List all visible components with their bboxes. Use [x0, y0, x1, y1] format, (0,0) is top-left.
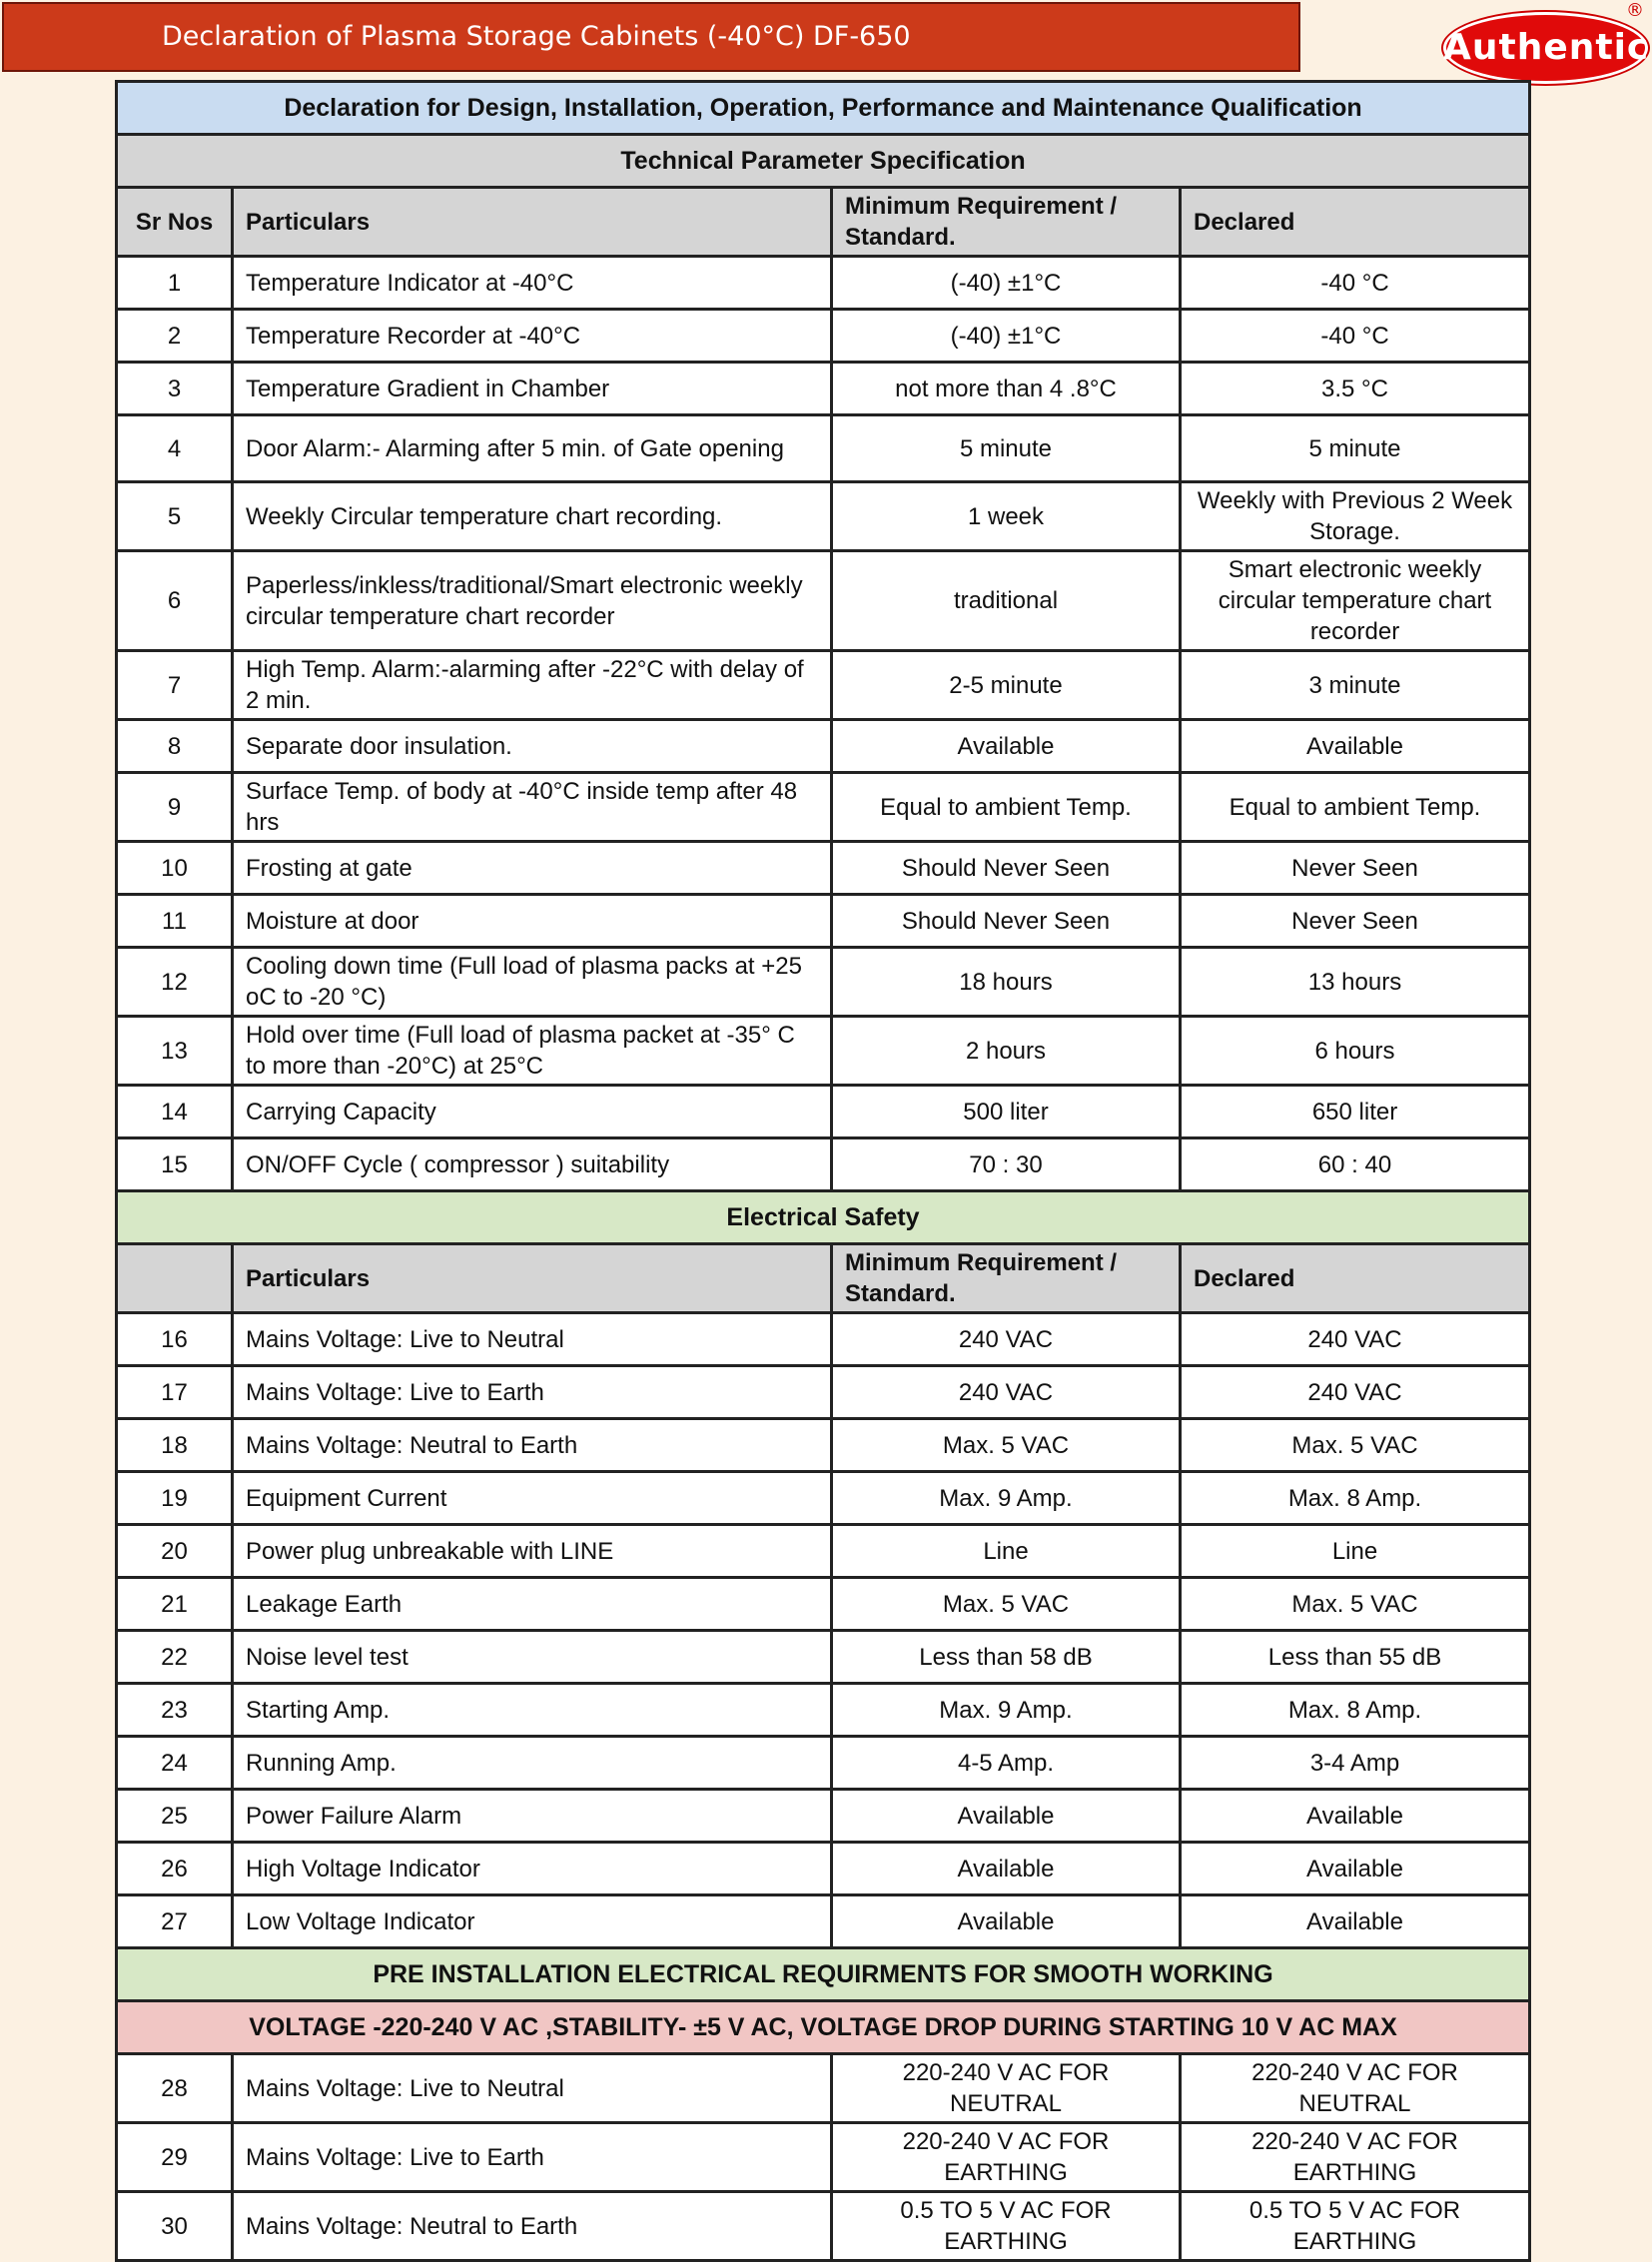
row-particular: Mains Voltage: Neutral to Earth — [233, 1419, 832, 1472]
row-sr-number: 11 — [117, 895, 233, 948]
row-minimum-requirement: 4-5 Amp. — [832, 1737, 1181, 1790]
row-declared-value: 3 minute — [1181, 651, 1530, 720]
row-minimum-requirement: Equal to ambient Temp. — [832, 773, 1181, 842]
row-sr-number: 29 — [117, 2123, 233, 2192]
table-row — [117, 720, 1530, 773]
row-sr-number: 12 — [117, 948, 233, 1017]
row-minimum-requirement: 2-5 minute — [832, 651, 1181, 720]
column-header-particulars: Particulars — [233, 188, 832, 257]
row-sr-number: 5 — [117, 482, 233, 551]
row-minimum-requirement: 5 minute — [832, 415, 1181, 482]
row-particular: Separate door insulation. — [233, 720, 832, 773]
row-sr-number: 30 — [117, 2192, 233, 2261]
table-row — [117, 895, 1530, 948]
row-sr-number: 18 — [117, 1419, 233, 1472]
row-particular: Mains Voltage: Live to Neutral — [233, 1313, 832, 1366]
table-row — [117, 257, 1530, 310]
row-declared-value: 650 liter — [1181, 1086, 1530, 1138]
row-particular: High Voltage Indicator — [233, 1843, 832, 1895]
row-sr-number: 21 — [117, 1578, 233, 1631]
column-header-sr — [117, 1244, 233, 1313]
row-sr-number: 7 — [117, 651, 233, 720]
row-sr-number: 19 — [117, 1472, 233, 1525]
row-particular: Frosting at gate — [233, 842, 832, 895]
row-sr-number: 20 — [117, 1525, 233, 1578]
row-particular: Door Alarm:- Alarming after 5 min. of Gate opening — [233, 415, 832, 482]
row-minimum-requirement: 500 liter — [832, 1086, 1181, 1138]
row-minimum-requirement: not more than 4 .8°C — [832, 363, 1181, 415]
row-minimum-requirement: 220-240 V AC FOR EARTHING — [832, 2123, 1181, 2192]
row-particular: Moisture at door — [233, 895, 832, 948]
row-declared-value: Available — [1181, 720, 1530, 773]
row-declared-value: Max. 5 VAC — [1181, 1578, 1530, 1631]
row-declared-value: Smart electronic weekly circular temperature chart recorder — [1181, 551, 1530, 651]
section-pre-install-heading: PRE INSTALLATION ELECTRICAL REQUIRMENTS FOR SMOOTH WORKING — [117, 1948, 1530, 2001]
row-minimum-requirement: Line — [832, 1525, 1181, 1578]
row-declared-value: 220-240 V AC FOR EARTHING — [1181, 2123, 1530, 2192]
column-header-particulars: Particulars — [233, 1244, 832, 1313]
row-minimum-requirement: Max. 5 VAC — [832, 1419, 1181, 1472]
row-declared-value: Never Seen — [1181, 842, 1530, 895]
row-minimum-requirement: 2 hours — [832, 1017, 1181, 1086]
row-sr-number: 27 — [117, 1895, 233, 1948]
electrical-column-header-row — [117, 1244, 1530, 1313]
row-declared-value: 60 : 40 — [1181, 1138, 1530, 1191]
row-sr-number: 14 — [117, 1086, 233, 1138]
column-header-declared: Declared — [1181, 188, 1530, 257]
column-header-minimum: Minimum Requirement / Standard. — [832, 188, 1181, 257]
table-row — [117, 415, 1530, 482]
table-row — [117, 842, 1530, 895]
row-minimum-requirement: 240 VAC — [832, 1313, 1181, 1366]
row-particular: Noise level test — [233, 1631, 832, 1684]
main-title-row: Declaration for Design, Installation, Operation, Performance and Maintenance Qualification — [117, 82, 1530, 135]
row-particular: Temperature Gradient in Chamber — [233, 363, 832, 415]
row-particular: Cooling down time (Full load of plasma packs at +25 oC to -20 °C) — [233, 948, 832, 1017]
row-sr-number: 26 — [117, 1843, 233, 1895]
row-declared-value: Weekly with Previous 2 Week Storage. — [1181, 482, 1530, 551]
table-row — [117, 482, 1530, 551]
row-minimum-requirement: Max. 9 Amp. — [832, 1472, 1181, 1525]
table-row — [117, 551, 1530, 651]
row-sr-number: 22 — [117, 1631, 233, 1684]
row-minimum-requirement: 240 VAC — [832, 1366, 1181, 1419]
row-minimum-requirement: traditional — [832, 551, 1181, 651]
row-sr-number: 6 — [117, 551, 233, 651]
technical-column-header-row — [117, 188, 1530, 257]
row-sr-number: 23 — [117, 1684, 233, 1737]
row-declared-value: 3-4 Amp — [1181, 1737, 1530, 1790]
row-sr-number: 9 — [117, 773, 233, 842]
row-declared-value: Available — [1181, 1843, 1530, 1895]
row-minimum-requirement: 1 week — [832, 482, 1181, 551]
row-sr-number: 2 — [117, 310, 233, 363]
row-declared-value: Line — [1181, 1525, 1530, 1578]
row-particular: Carrying Capacity — [233, 1086, 832, 1138]
column-header-sr: Sr Nos — [117, 188, 233, 257]
row-sr-number: 8 — [117, 720, 233, 773]
column-header-declared: Declared — [1181, 1244, 1530, 1313]
row-particular: Paperless/inkless/traditional/Smart electronic weekly circular temperature chart recorder — [233, 551, 832, 651]
row-sr-number: 17 — [117, 1366, 233, 1419]
table-row — [117, 2054, 1530, 2123]
row-declared-value: Max. 8 Amp. — [1181, 1472, 1530, 1525]
table-row — [117, 2123, 1530, 2192]
row-particular: Surface Temp. of body at -40°C inside temp after 48 hrs — [233, 773, 832, 842]
row-sr-number: 4 — [117, 415, 233, 482]
row-declared-value: 3.5 °C — [1181, 363, 1530, 415]
row-declared-value: Max. 8 Amp. — [1181, 1684, 1530, 1737]
row-declared-value: Less than 55 dB — [1181, 1631, 1530, 1684]
row-particular: High Temp. Alarm:-alarming after -22°C with delay of 2 min. — [233, 651, 832, 720]
row-minimum-requirement: Available — [832, 720, 1181, 773]
table-row — [117, 1472, 1530, 1525]
section-electrical-heading: Electrical Safety — [117, 1191, 1530, 1244]
row-particular: Mains Voltage: Live to Earth — [233, 2123, 832, 2192]
row-declared-value: Available — [1181, 1895, 1530, 1948]
row-particular: Power Failure Alarm — [233, 1790, 832, 1843]
row-declared-value: Max. 5 VAC — [1181, 1419, 1530, 1472]
row-sr-number: 16 — [117, 1313, 233, 1366]
row-sr-number: 13 — [117, 1017, 233, 1086]
qualification-table-body — [117, 82, 1530, 2261]
row-declared-value: Available — [1181, 1790, 1530, 1843]
row-particular: ON/OFF Cycle ( compressor ) suitability — [233, 1138, 832, 1191]
row-declared-value: -40 °C — [1181, 257, 1530, 310]
row-declared-value: 240 VAC — [1181, 1313, 1530, 1366]
row-declared-value: Never Seen — [1181, 895, 1530, 948]
table-row — [117, 1366, 1530, 1419]
row-declared-value: Equal to ambient Temp. — [1181, 773, 1530, 842]
row-declared-value: 13 hours — [1181, 948, 1530, 1017]
row-particular: Mains Voltage: Live to Neutral — [233, 2054, 832, 2123]
table-row — [117, 1419, 1530, 1472]
row-minimum-requirement: (-40) ±1°C — [832, 257, 1181, 310]
table-row — [117, 1843, 1530, 1895]
row-declared-value: 240 VAC — [1181, 1366, 1530, 1419]
row-declared-value: -40 °C — [1181, 310, 1530, 363]
row-sr-number: 15 — [117, 1138, 233, 1191]
column-header-minimum: Minimum Requirement / Standard. — [832, 1244, 1181, 1313]
table-row — [117, 1138, 1530, 1191]
document-title-banner — [2, 2, 1300, 72]
registered-mark: ® — [1626, 0, 1644, 21]
row-minimum-requirement: 70 : 30 — [832, 1138, 1181, 1191]
qualification-table — [115, 80, 1531, 2262]
row-declared-value: 5 minute — [1181, 415, 1530, 482]
voltage-requirement-note: VOLTAGE -220-240 V AC ,STABILITY- ±5 V AC, VOLTAGE DROP DURING STARTING 10 V AC MAX — [117, 2001, 1530, 2054]
row-minimum-requirement: (-40) ±1°C — [832, 310, 1181, 363]
table-row — [117, 310, 1530, 363]
document-title: Declaration of Plasma Storage Cabinets (-40°C) DF-650 — [162, 21, 911, 52]
row-sr-number: 25 — [117, 1790, 233, 1843]
table-row — [117, 1313, 1530, 1366]
row-sr-number: 24 — [117, 1737, 233, 1790]
row-sr-number: 3 — [117, 363, 233, 415]
table-row — [117, 1525, 1530, 1578]
row-minimum-requirement: Max. 9 Amp. — [832, 1684, 1181, 1737]
row-minimum-requirement: Max. 5 VAC — [832, 1578, 1181, 1631]
row-minimum-requirement: Available — [832, 1790, 1181, 1843]
brand-logo — [1443, 12, 1648, 84]
table-row — [117, 1790, 1530, 1843]
brand-logo-text: Authentic — [1443, 27, 1650, 68]
row-particular: Running Amp. — [233, 1737, 832, 1790]
table-row — [117, 1578, 1530, 1631]
table-row — [117, 651, 1530, 720]
row-particular: Mains Voltage: Neutral to Earth — [233, 2192, 832, 2261]
row-particular: Equipment Current — [233, 1472, 832, 1525]
row-minimum-requirement: Should Never Seen — [832, 895, 1181, 948]
row-particular: Temperature Indicator at -40°C — [233, 257, 832, 310]
row-minimum-requirement: 18 hours — [832, 948, 1181, 1017]
table-row — [117, 363, 1530, 415]
table-row — [117, 2192, 1530, 2261]
table-row — [117, 1631, 1530, 1684]
row-minimum-requirement: 220-240 V AC FOR NEUTRAL — [832, 2054, 1181, 2123]
row-declared-value: 0.5 TO 5 V AC FOR EARTHING — [1181, 2192, 1530, 2261]
row-declared-value: 6 hours — [1181, 1017, 1530, 1086]
table-row — [117, 773, 1530, 842]
row-minimum-requirement: Available — [832, 1895, 1181, 1948]
table-row — [117, 1017, 1530, 1086]
row-minimum-requirement: Less than 58 dB — [832, 1631, 1181, 1684]
row-particular: Weekly Circular temperature chart recording. — [233, 482, 832, 551]
row-minimum-requirement: Should Never Seen — [832, 842, 1181, 895]
section-technical-heading: Technical Parameter Specification — [117, 135, 1530, 188]
row-minimum-requirement: Available — [832, 1843, 1181, 1895]
row-declared-value: 220-240 V AC FOR NEUTRAL — [1181, 2054, 1530, 2123]
table-row — [117, 1684, 1530, 1737]
table-row — [117, 1895, 1530, 1948]
row-particular: Starting Amp. — [233, 1684, 832, 1737]
row-particular: Leakage Earth — [233, 1578, 832, 1631]
row-sr-number: 1 — [117, 257, 233, 310]
row-particular: Low Voltage Indicator — [233, 1895, 832, 1948]
row-sr-number: 10 — [117, 842, 233, 895]
table-row — [117, 1737, 1530, 1790]
row-particular: Mains Voltage: Live to Earth — [233, 1366, 832, 1419]
row-particular: Power plug unbreakable with LINE — [233, 1525, 832, 1578]
table-row — [117, 948, 1530, 1017]
row-minimum-requirement: 0.5 TO 5 V AC FOR EARTHING — [832, 2192, 1181, 2261]
row-particular: Hold over time (Full load of plasma packet at -35° C to more than -20°C) at 25°C — [233, 1017, 832, 1086]
table-row — [117, 1086, 1530, 1138]
qualification-table-container — [115, 80, 1528, 2262]
row-particular: Temperature Recorder at -40°C — [233, 310, 832, 363]
row-sr-number: 28 — [117, 2054, 233, 2123]
